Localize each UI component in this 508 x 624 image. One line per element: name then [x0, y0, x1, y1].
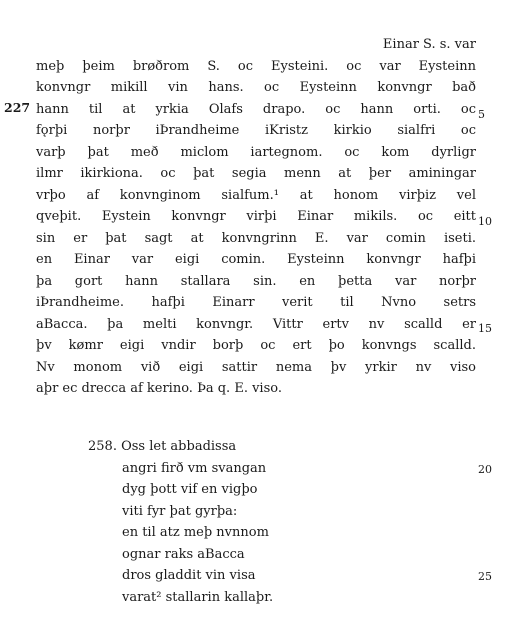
line-number: 15 — [478, 322, 492, 335]
line-number: 10 — [478, 215, 492, 228]
prose-line: aBacca. þa melti konvngr. Vittr ertv nv scalld er — [36, 316, 476, 332]
verse-number: 258. — [88, 439, 117, 454]
prose-line: vrþo af konvnginom sialfum.¹ at honom virþiz vel — [36, 187, 476, 203]
prose-line: þa gort hann stallara sin. en þetta var norþr — [36, 273, 476, 289]
line-number: 25 — [478, 570, 492, 583]
prose-line: hann til at yrkia Olafs drapo. oc hann orti. oc — [36, 101, 476, 117]
prose-line: iÞrandheime. hafþi Einarr verit til Nvno setrs — [36, 295, 476, 310]
verse-line: ognar raks aBacca — [122, 546, 245, 562]
prose-line: en Einar var eigi comin. Eysteinn konvngr hafþi — [36, 252, 476, 267]
line-number: 5 — [478, 108, 485, 121]
prose-line: aþr ec drecca af kerino. Þa q. E. viso. — [36, 381, 282, 396]
prose-block — [36, 34, 476, 400]
prose-line: ilmr ikirkiona. oc þat segia menn at þer aminingar — [36, 166, 476, 181]
prose-line: þv kømr eigi vndir borþ oc ert þo konvngs scalld. — [36, 338, 476, 353]
margin-page-number: 227 — [4, 100, 31, 115]
prose-line: qveþit. Eystein konvngr virþi Einar mikils. oc eitt — [36, 209, 476, 224]
prose-line: Einar S. s. var — [382, 37, 476, 52]
prose-line: meþ þeim brøðrom S. oc Eysteini. oc var Eysteinn — [36, 58, 476, 74]
line-number: 20 — [478, 463, 492, 476]
prose-line: Nv monom við eigi sattir nema þv yrkir nv viso — [36, 359, 476, 375]
verse-first-line — [88, 436, 388, 458]
verse-block — [88, 436, 388, 608]
verse-line: varat² stallarin kallaþr. — [122, 589, 274, 605]
verse-line: viti fyr þat gyrþa: — [122, 503, 238, 519]
verse-line: Oss let abbadissa — [121, 439, 237, 454]
verse-line: dyg þott vif en vigþo — [122, 482, 258, 497]
prose-line: sin er þat sagt at konvngrinn E. var comin iseti. — [36, 230, 476, 246]
prose-line: varþ þat með miclom iartegnom. oc kom dyrligr — [36, 144, 476, 160]
verse-line: dros gladdit vin visa — [122, 568, 256, 583]
verse-line: en til atz meþ nvnnom — [122, 525, 269, 540]
prose-line: konvngr mikill vin hans. oc Eysteinn konvngr bað — [36, 80, 476, 95]
verse-line: angri firð vm svangan — [122, 460, 267, 476]
prose-line: fǫrþi norþr iÞrandheime iKristz kirkio sialfri oc — [36, 123, 476, 138]
